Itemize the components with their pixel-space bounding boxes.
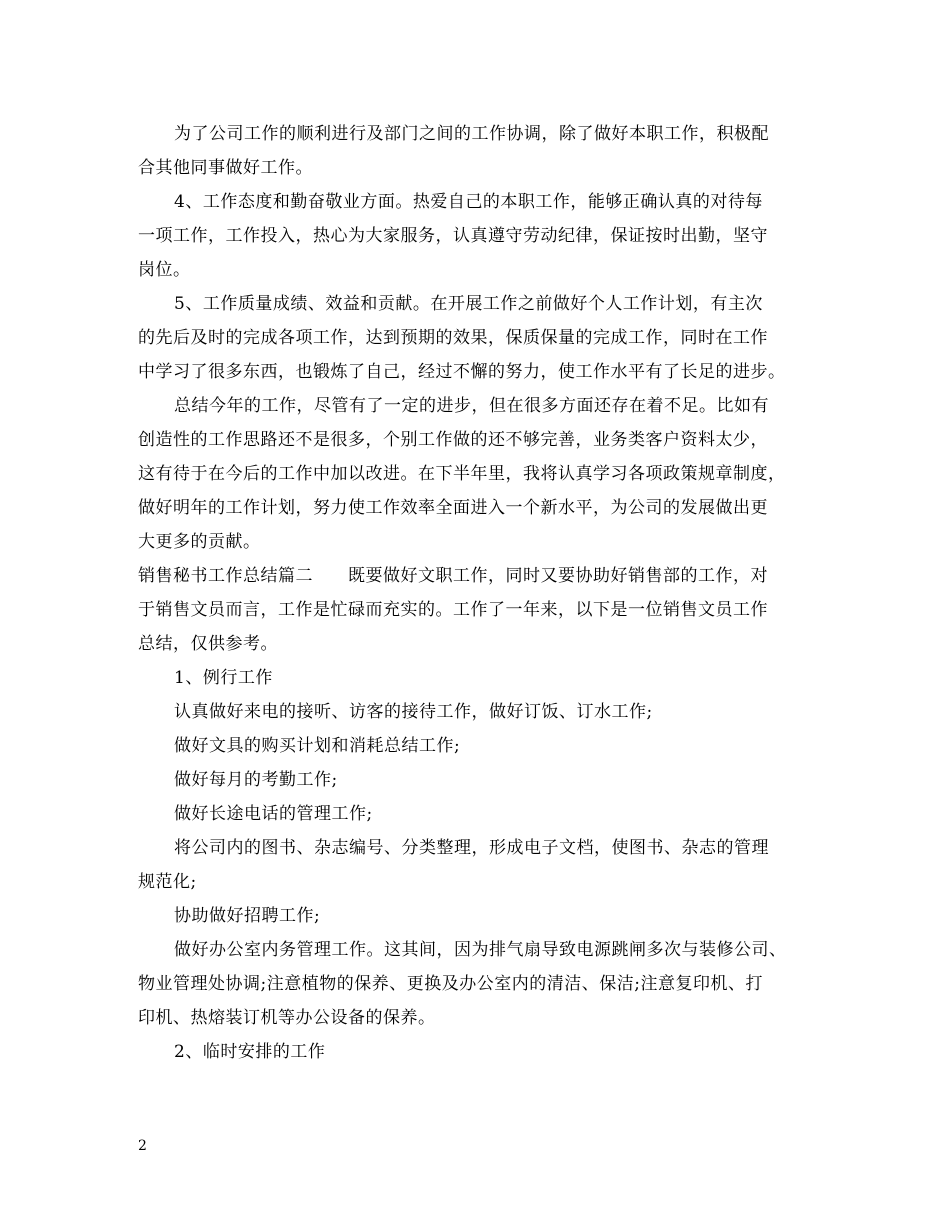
text-line: 合其他同事做好工作。	[138, 158, 313, 178]
text-line: 2、临时安排的工作	[174, 1042, 326, 1062]
text-line: 做好明年的工作计划，努力使工作效率全面进入一个新水平，为公司的发展做出更	[138, 498, 768, 518]
text-line: 一项工作，工作投入，热心为大家服务，认真遵守劳动纪律，保证按时出勤，坚守	[138, 226, 768, 246]
text-line: 大更多的贡献。	[138, 532, 261, 552]
text-line: 做好文具的购买计划和消耗总结工作;	[174, 736, 461, 756]
text-line: 5、工作质量成绩、效益和贡献。在开展工作之前做好个人工作计划，有主次	[174, 294, 763, 314]
text-line: 规范化;	[138, 872, 197, 892]
text-line: 中学习了很多东西，也锻炼了自己，经过不懈的努力，使工作水平有了长足的进步。	[138, 362, 786, 382]
text-line: 总结，仅供参考。	[138, 634, 278, 654]
text-line: 这有待于在今后的工作中加以改进。在下半年里，我将认真学习各项政策规章制度，	[138, 464, 786, 484]
text-line: 做好办公室内务管理工作。这其间，因为排气扇导致电源跳闸多次与装修公司、	[174, 940, 787, 960]
page-number: 2	[138, 1138, 147, 1154]
text-line: 物业管理处协调;注意植物的保养、更换及办公室内的清洁、保洁;注意复印机、打	[138, 974, 763, 994]
text-line: 将公司内的图书、杂志编号、分类整理，形成电子文档，使图书、杂志的管理	[174, 838, 769, 858]
text-line: 做好长途电话的管理工作;	[174, 804, 373, 824]
text-line: 做好每月的考勤工作;	[174, 770, 338, 790]
text-line: 1、例行工作	[174, 668, 273, 688]
text-line: 协助做好招聘工作;	[174, 906, 321, 926]
text-line: 为了公司工作的顺利进行及部门之间的工作协调，除了做好本职工作，积极配	[174, 124, 769, 144]
text-line: 销售秘书工作总结篇二 既要做好文职工作，同时又要协助好销售部的工作，对	[138, 566, 768, 586]
text-line: 印机、热熔装订机等办公设备的保养。	[138, 1008, 436, 1028]
document-body	[138, 117, 818, 1069]
text-line: 创造性的工作思路还不是很多，个别工作做的还不够完善，业务类客户资料太少，	[138, 430, 768, 450]
text-line: 总结今年的工作，尽管有了一定的进步，但在很多方面还存在着不足。比如有	[174, 396, 769, 416]
text-line: 认真做好来电的接听、访客的接待工作，做好订饭、订水工作;	[174, 702, 653, 722]
text-line: 岗位。	[138, 260, 191, 280]
text-line: 4、工作态度和勤奋敬业方面。热爱自己的本职工作，能够正确认真的对待每	[174, 192, 763, 212]
text-line: 于销售文员而言，工作是忙碌而充实的。工作了一年来，以下是一位销售文员工作	[138, 600, 768, 620]
text-line: 的先后及时的完成各项工作，达到预期的效果，保质保量的完成工作，同时在工作	[138, 328, 768, 348]
